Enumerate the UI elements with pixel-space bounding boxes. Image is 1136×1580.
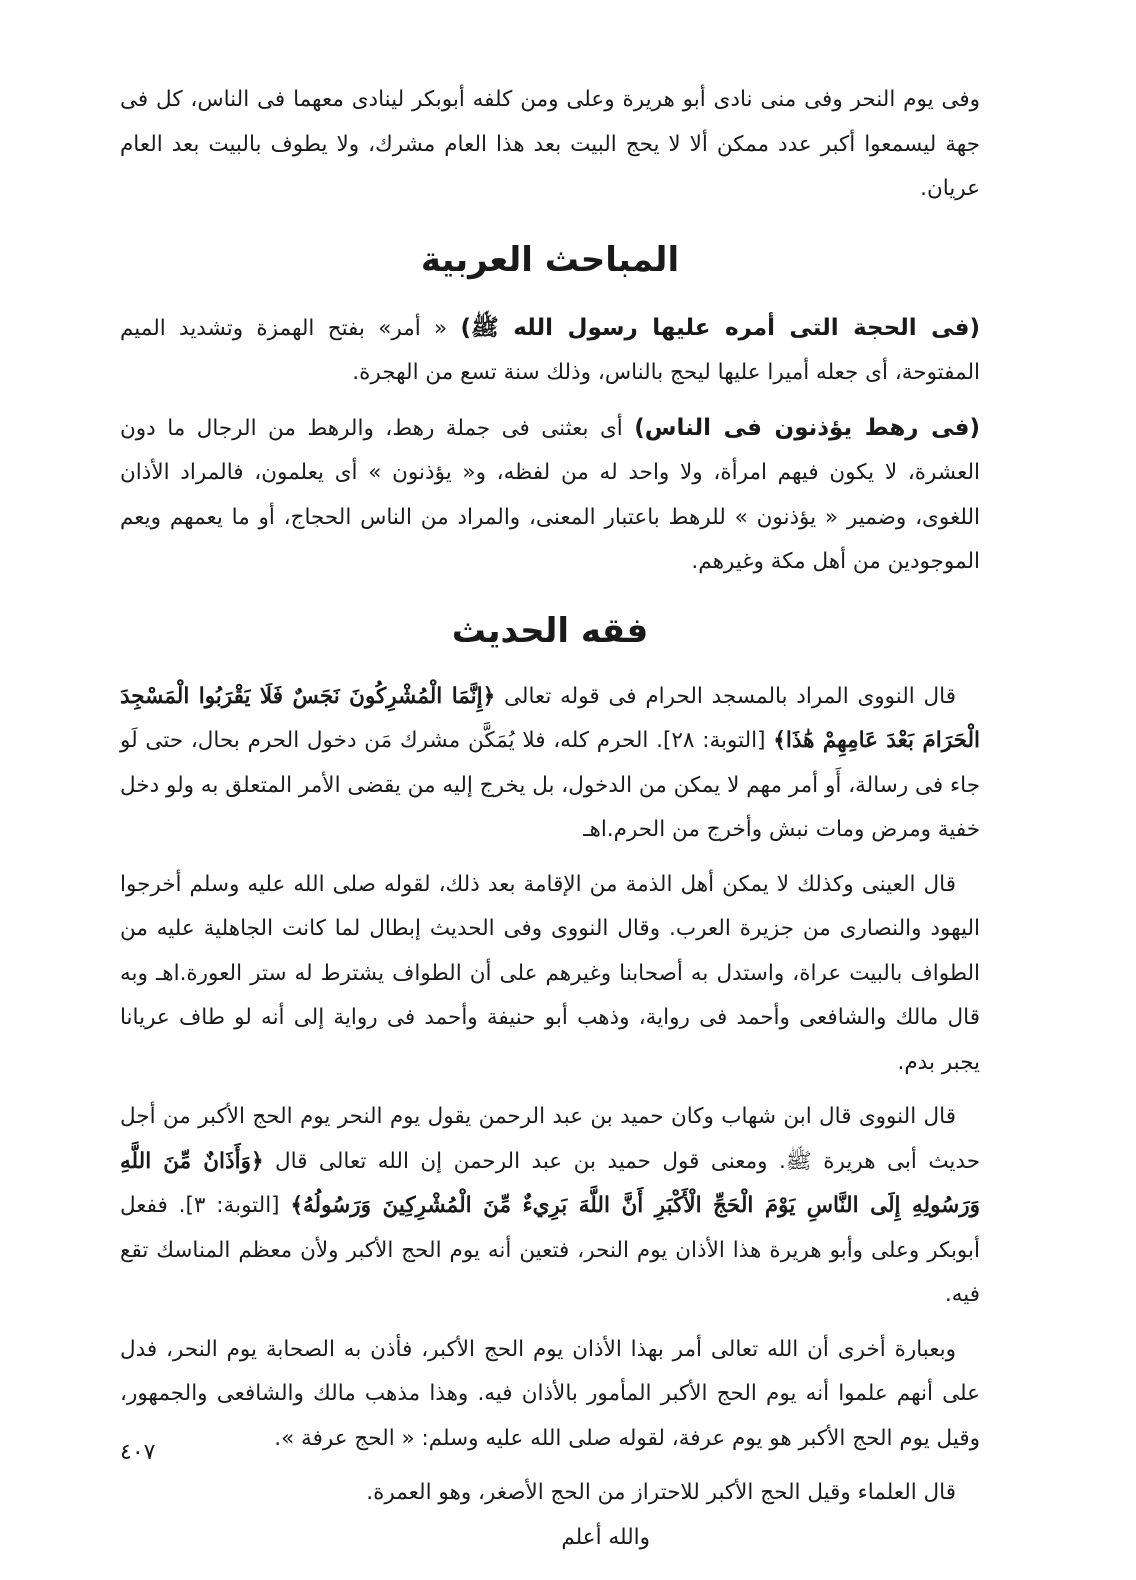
- fiqh-p1-verse: ﴿إِنَّمَا الْمُشْرِكُونَ نَجَسٌ فَلَا يَقْرَبُوا الْمَسْجِدَ الْحَرَامَ بَعْدَ عَامِهِمْ هَٰذَا﴾: [120, 683, 980, 753]
- fiqh-p3-part2: [التوبة: ٣]. ففعل أبوبكر وعلى وأبو هريرة هذا الأذان يوم النحر، فتعين أنه يوم الحج الأكبر ولأن معظم المناسك تقع فيه.: [120, 1193, 980, 1307]
- arabic-entry-2-text: أى بعثنى فى جملة رهط، والرهط من الرجال ما دون العشرة، لا يكون فيهم امرأة، ولا واحد له من لفظه، و« يؤذنون » أى يعلمون، فالمراد الأذان اللغوى، وضمير « يؤذنون » للرهط باعتبار المعنى، والمراد من الناس الحجاج، أو ما يعمهم ويعم الموجودين من أهل مكة وغيرهم.: [120, 415, 980, 574]
- page-body: [120, 78, 980, 1560]
- arabic-entry-1-term: (فى الحجة التى أمره عليها رسول الله ﷺ): [460, 314, 980, 341]
- fiqh-paragraph-2: قال العينى وكذلك لا يمكن أهل الذمة من الإقامة بعد ذلك، لقوله صلى الله عليه وسلم أخرجوا اليهود والنصارى من جزيرة العرب. وقال النووى وفى الحديث إبطال لما كانت الجاهلية عليه من الطواف بالبيت عراة، واستدل به أصحابنا وغيرهم على أن الطواف يشترط له ستر العورة.اهـ وبه قال مالك والشافعى وأحمد فى رواية، وذهب أبو حنيفة وأحمد فى رواية إلى أنه لو طاف عريانا يجبر بدم.: [120, 871, 980, 1075]
- arabic-entry-1-text: « أمر» بفتح الهمزة وتشديد الميم المفتوحة، أى جعله أميرا عليها ليحج بالناس، وذلك سنة تسع من الهجرة.: [120, 315, 980, 385]
- fiqh-paragraph-5: قال العلماء وقيل الحج الأكبر للاحتراز من الحج الأصغر، وهو العمرة.: [366, 1480, 956, 1505]
- heading-arabic-studies: المباحث العربية: [420, 239, 680, 280]
- intro-paragraph: وفى يوم النحر وفى منى نادى أبو هريرة وعلى ومن كلفه أبوبكر لينادى معهما فى الناس، كل فى جهة ليسمعوا أكبر عدد ممكن ألا لا يحج البيت بعد هذا العام مشرك، ولا يطوف بالبيت بعد العام عريان.: [120, 87, 980, 201]
- fiqh-p3-verse: ﴿وَأَذَانٌ مِّنَ اللَّهِ وَرَسُولِهِ إِلَى النَّاسِ يَوْمَ الْحَجِّ الْأَكْبَرِ أَنَّ اللَّهَ بَرِيءٌ مِّنَ الْمُشْرِكِينَ وَرَسُولُهُ﴾: [120, 1148, 980, 1218]
- fiqh-p3-part1: قال النووى قال ابن شهاب وكان حميد بن عبد الرحمن يقول يوم النحر يوم الحج الأكبر من أجل حديث أبى هريرة ﷺ. ومعنى قول حميد بن عبد الرحمن إن الله تعالى قال: [120, 1104, 980, 1174]
- arabic-entry-1: [120, 306, 980, 396]
- fiqh-p1-part2: [التوبة: ٢٨]. الحرم كله، فلا يُمَكَّن مشرك مَن دخول الحرم بحال، حتى لَو جاء فى رسالة، أَو أمر مهم لا يمكن من الدخول، بل يخرج إليه من يقضى الأمر المتعلق به ولو دخل خفية ومرض ومات نبش وأخرج من الحرم.اهـ: [120, 728, 980, 842]
- arabic-entry-2: [120, 406, 980, 585]
- closing-phrase: والله أعلم: [561, 1524, 650, 1550]
- arabic-entry-2-term: (فى رهط يؤذنون فى الناس): [634, 414, 981, 441]
- heading-hadith-fiqh: فقه الحديث: [451, 610, 649, 651]
- page-number: ٤٠٧: [120, 1440, 156, 1465]
- fiqh-paragraph-4: وبعبارة أخرى أن الله تعالى أمر بهذا الأذان يوم الحج الأكبر، فأذن به الصحابة يوم النحر، فدل على أنهم علموا أنه يوم الحج الأكبر المأمور بالأذان فيه. وهذا مذهب مالك والشافعى والجمهور، وقيل يوم الحج الأكبر هو يوم عرفة، لقوله صلى الله عليه وسلم: « الحج عرفة ».: [120, 1336, 980, 1451]
- fiqh-paragraph-3: [120, 1095, 980, 1318]
- fiqh-paragraph-1: [120, 675, 980, 853]
- fiqh-p1-part1: قال النووى المراد بالمسجد الحرام فى قوله تعالى: [495, 683, 956, 709]
